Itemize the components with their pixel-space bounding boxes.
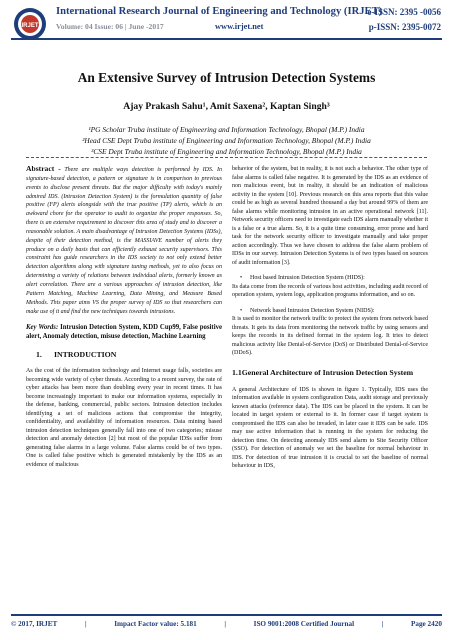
section-number: 1. [36, 350, 42, 360]
left-column [26, 165, 222, 469]
nids-bullet [232, 307, 428, 358]
footer-divider [11, 614, 442, 616]
hids-heading: Host based Intrusion Detection System (HIDS): [250, 275, 365, 281]
right-column [232, 165, 428, 471]
keywords-heading: Key Words: [26, 324, 59, 332]
footer-separator: | [381, 620, 384, 628]
copyright: © 2017, IRJET [11, 620, 58, 628]
affiliation-2: ²Head CSE Dept Truba institute of Engineering and Information Technology, Bhopal (M.P.) India [82, 136, 371, 145]
bullet-icon: • [240, 275, 243, 281]
p-issn: p-ISSN: 2395-0072 [368, 22, 441, 32]
impact-factor: Impact Factor value: 5.181 [114, 620, 197, 628]
nids-text: It is used to monitor the network traffic to protect the system from network based threats. It gets its data from monitoring the network traffic by using sensors and keeps the records in its defined format in the system log. It tries to detect malicious activity like Denial-of-Service (DoS) or Distributed Denial-of-Service (DDoS). [232, 316, 428, 356]
abstract-heading: Abstract - [26, 164, 61, 173]
introduction-heading [36, 350, 222, 359]
author-list: Ajay Prakash Sahu¹, Amit Saxena², Kaptan Singh³ [123, 101, 330, 112]
journal-header [0, 0, 453, 46]
page-footer [11, 620, 442, 628]
architecture-heading: 1.1General Architecture of Intrusion Detection System [232, 367, 414, 377]
footer-separator: | [84, 620, 87, 628]
affiliations [0, 124, 453, 157]
irjet-logo-icon [11, 6, 49, 42]
journal-website-link[interactable]: www.irjet.net [215, 22, 264, 31]
introduction-text: As the cost of the information technology and Internet usage falls, societies are becoming wide variety of cyber threats. According to a recent survey, the rate of cyber attacks has been more than doubling every year in recent times. It has become increasingly important to make our information systems, especially in the defense, banking, commercial, public sectors. Intrusion detection includes identifying a set of malicious actions that compromise the integrity, confidentiality, and availability of information resources. Data mining based intrusion detection techniques generally fall into one of two categories; misuse detection and anomaly detection [2] but most of the popular IDSs suffer from generating false alarms in a large volume. False alarms could be of two types. One is called false positive which is generated mistakenly by the IDS as an evidence of malicious [26, 368, 222, 468]
section-title: INTRODUCTION [54, 350, 117, 360]
iso-certification: ISO 9001:2008 Certified Journal [253, 620, 355, 628]
keywords-text: Intrusion Detection System, KDD Cup99, False positive alert, Anomaly detection, misuse detection, Machine Learning [26, 324, 222, 341]
abstract [26, 165, 222, 316]
volume-issue: Volume: 04 Issue: 06 | June -2017 [56, 22, 164, 31]
hids-text: Its data come from the records of various host activities, including audit record of operation system, system logs, application programs information, and so on. [232, 283, 428, 298]
bullet-icon: • [240, 307, 243, 314]
section-separator [26, 157, 427, 158]
hids-bullet [232, 274, 428, 300]
affiliation-3: ³CSE Dept Truba institute of Engineering and Information Technology, Bhopal (M.P.) India [91, 147, 362, 156]
architecture-text: A general Architecture of IDS is shown in figure 1. Typically, IDS uses the information available in system configuration Data, audit storage and previously known attacks (reference data). The IDS can be placed in the system. It can be located in target system or external to it. In former case if target system is compromised the IDS can also be invaded, in later case it IDS can be safe. IDS may use active information that is running in the system for reducing the detection time. On detecting anomaly IDS send alarm to Site Security Officer (SSO). For detection of anomaly we set the baseline for normal behaviour in IDS. For detection of true intrusion it is crucial to set the baseline of normal behaviour in IDS, [232, 386, 428, 469]
footer-separator: | [224, 620, 226, 628]
affiliation-1: ¹PG Scholar Truba institute of Engineering and Information Technology, Bhopal (M.P.) India [88, 125, 365, 134]
e-issn: e-ISSN: 2395 -0056 [367, 7, 441, 17]
nids-heading: Network based Intrusion Detection System (NIDS): [250, 307, 375, 314]
body-paragraph: behavior of the system, but in reality, it is not such a behavior. The other type of false alarms is called false negative. It is generated by the IDS as an evidence of non malicious event, but in reality, it should be an indication of malicious activity in the system [10]. Previous research on this area reports that this value could be as high as several hundred thousand a day but around 99% of them are false alarms while monitoring intrusion in an active operational network [11]. Network security officers need to investigate each IDS alarm manually whether it is a false or a true alarm. So, it is a quite time consuming, error prone and hard task for the network security officer to investigate manually and take proper action accordingly. Thus we have chosen to address the false alarm problem of IDSs in our survey. Intrusion Detection Systems is of two types based on sources of audit information [3]. [232, 166, 428, 266]
page-number: Page 2420 [410, 620, 442, 628]
keywords [26, 323, 222, 341]
paper-title: An Extensive Survey of Intrusion Detection Systems [77, 70, 376, 85]
logo-text: IRJET [21, 23, 39, 29]
header-divider [11, 38, 442, 40]
abstract-text: There are multiple ways detection is performed by IDS. In signature-based detection, a pattern or signature is in comparison to previous events to disclose present threats. But the major difficulty with today's mainly admired IDS. (Intrusion Detection System) is the formulation quantity of false positive (FP) alerts alongside with the true positive (TP) alerts, which is an awkward chore for the operator to audit to organize the proper responses. So, there is an extensive requirement to discover this area of study and to discover a reasonable solution. A main disadvantage of Intrusion Detection Systems (IDSs), despite of their detection method, is the MASSIAVE number of alerts they produce on a daily basis that can efficiently exhaust security supervisors. This constraint has guide researchers in the IDS society to not only extend better detection algorithms along with signature tuning methods, yet to also focus on determining a variety of relations between individual alerts, formerly known as alert correlation. There are a various approaches of intrusion detection, like Pattern Matching, Machine Learning, Data Mining, and Measure Based Methods. This paper aims VS the proper survey of IDS so that researchers can make use of it and find the new techniques towards intrusions. [26, 167, 223, 315]
journal-title: International Research Journal of Engineering and Technology (IRJET) [56, 6, 383, 17]
